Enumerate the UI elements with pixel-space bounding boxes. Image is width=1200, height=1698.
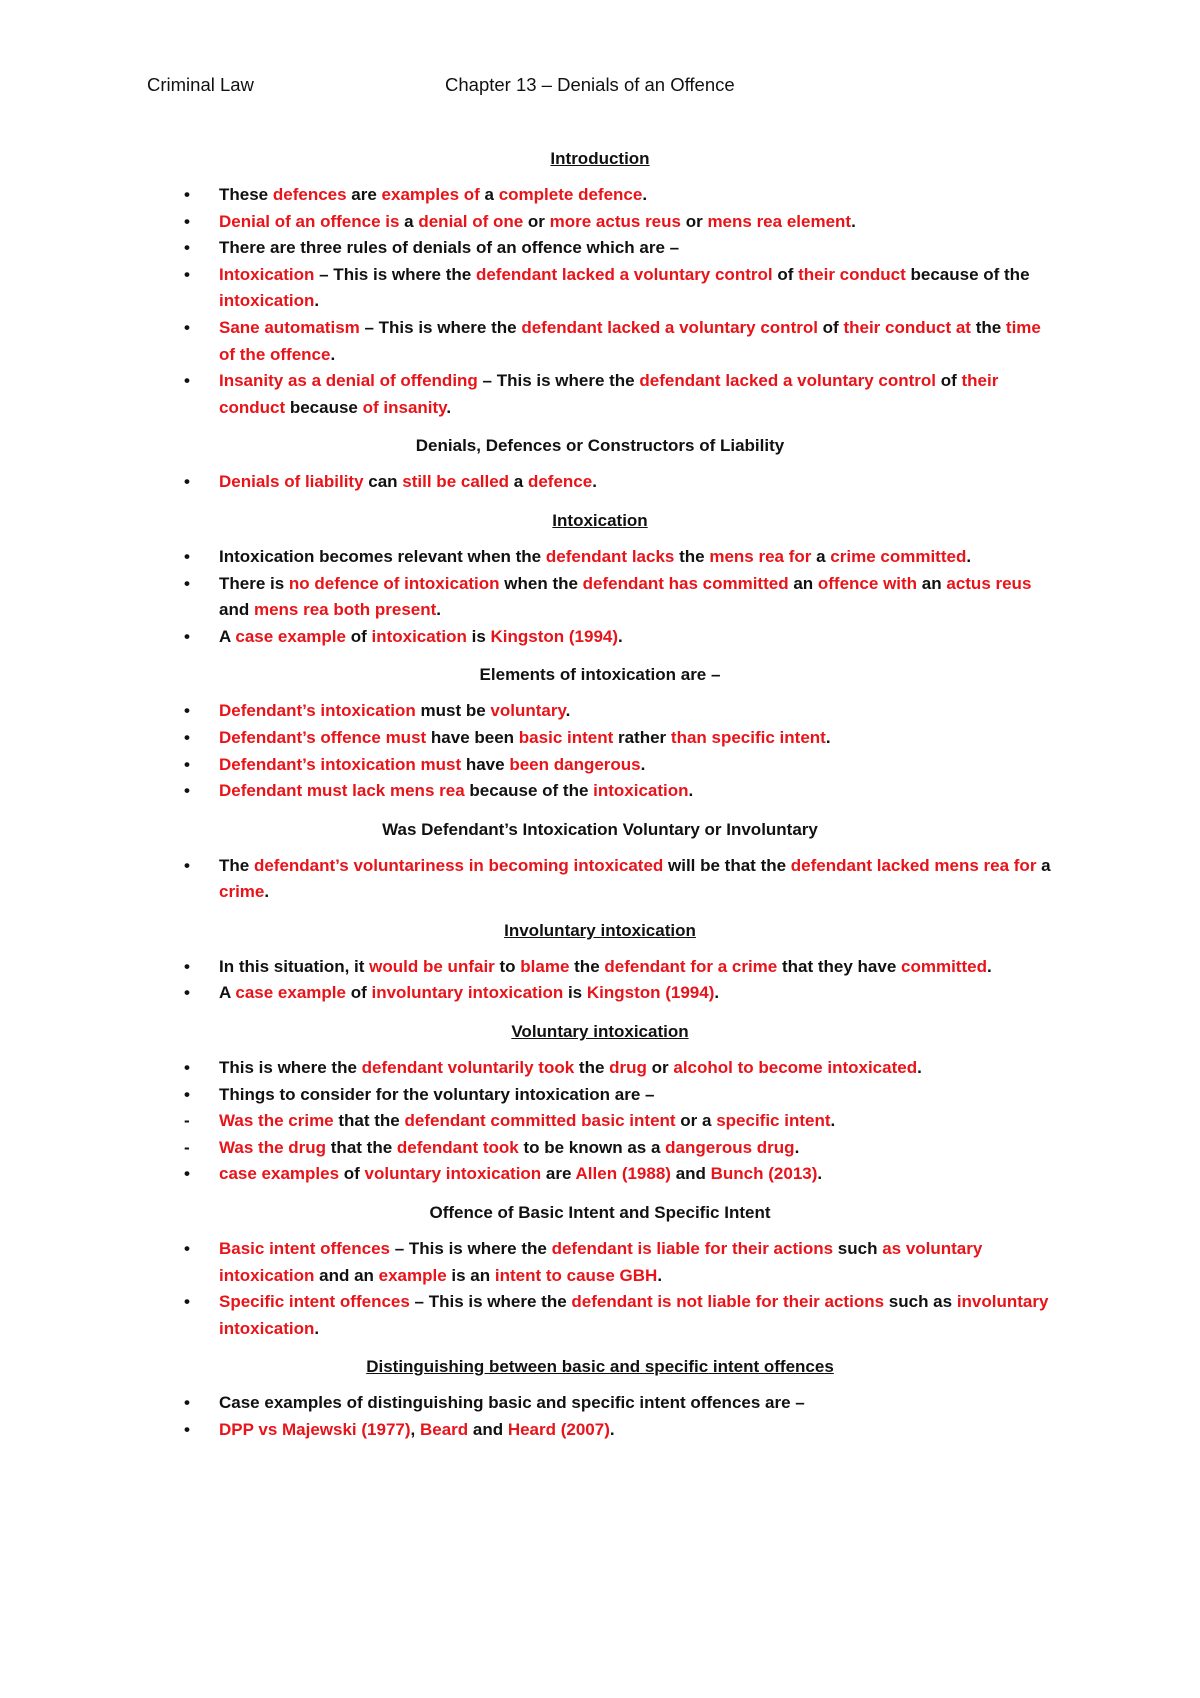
text-run: . — [640, 754, 646, 774]
list-item — [0, 1161, 1200, 1188]
highlighted-text: Defendant’s intoxication — [219, 701, 416, 721]
text-run: because of the — [905, 264, 1030, 284]
text-run: A — [219, 626, 236, 646]
text-run: of — [345, 626, 372, 646]
text-run: or — [523, 211, 550, 231]
highlighted-text: defendant voluntarily took — [361, 1058, 575, 1078]
text-run: because — [285, 397, 363, 417]
highlighted-text: defendant lacked a voluntary control — [521, 317, 818, 337]
highlighted-text: intoxication — [219, 291, 315, 311]
list-item — [0, 1417, 1200, 1444]
text-run: . — [264, 882, 270, 902]
bullet-list — [0, 954, 1200, 1007]
highlighted-text: defendant lacked mens rea for — [790, 855, 1037, 875]
text-run: a — [509, 472, 528, 492]
text-run: a — [811, 546, 831, 566]
bullet-list — [0, 1055, 1200, 1188]
highlighted-text: of insanity — [362, 397, 447, 417]
text-run: the — [569, 956, 605, 976]
text-run: or — [646, 1058, 674, 1078]
text-run: such as — [884, 1292, 957, 1312]
text-run: when the — [499, 573, 583, 593]
dash-marker: - — [184, 1111, 190, 1131]
text-run: to be known as a — [518, 1137, 666, 1157]
bullet-marker: • — [184, 701, 190, 721]
text-run: . — [688, 781, 694, 801]
bullet-list — [0, 1390, 1200, 1443]
text-run: . — [436, 600, 442, 620]
highlighted-text: their conduct at — [843, 317, 971, 337]
highlighted-text: involuntary intoxication — [371, 983, 564, 1003]
highlighted-text: Sane automatism — [219, 317, 360, 337]
highlighted-text: case example — [235, 626, 346, 646]
bullet-marker: • — [184, 1164, 190, 1184]
bullet-marker: • — [184, 1239, 190, 1259]
list-item — [0, 368, 1200, 421]
text-run: have been — [426, 727, 519, 747]
bullet-marker: • — [184, 1420, 190, 1439]
highlighted-text: defendant lacked a voluntary control — [639, 371, 936, 391]
highlighted-text: Defendant must lack mens rea — [219, 781, 465, 801]
text-run: – This is where the — [359, 317, 522, 337]
highlighted-text: Heard (2007) — [507, 1420, 610, 1439]
text-run: and an — [314, 1265, 379, 1285]
text-run: , — [410, 1420, 420, 1439]
highlighted-text: defendant lacked a voluntary control — [475, 264, 773, 284]
bullet-marker: • — [184, 727, 190, 747]
highlighted-text: their conduct — [798, 264, 906, 284]
text-run: of — [339, 1164, 365, 1184]
dash-marker: - — [184, 1137, 190, 1157]
highlighted-text: Insanity as a denial of offending — [219, 371, 478, 391]
header-chapter-title: Chapter 13 – Denials of an Offence — [445, 74, 735, 95]
highlighted-text: committed — [901, 956, 987, 976]
text-run: . — [609, 1420, 615, 1439]
highlighted-text: Was the drug — [219, 1137, 327, 1157]
section-heading: Introduction — [550, 149, 650, 168]
text-run: because of the — [464, 781, 594, 801]
bullet-marker: • — [184, 1058, 190, 1078]
section-heading: Distinguishing between basic and specific intent offences — [366, 1357, 834, 1377]
highlighted-text: offence with — [817, 573, 918, 593]
highlighted-text: voluntary intoxication — [364, 1164, 542, 1184]
list-item — [0, 315, 1200, 368]
highlighted-text: Basic intent offences — [219, 1239, 390, 1259]
text-run: are — [541, 1164, 576, 1184]
highlighted-text: crime — [219, 882, 265, 902]
text-run: The — [219, 855, 254, 875]
text-run: Things to consider for the voluntary intoxication are – — [219, 1084, 655, 1104]
list-item — [0, 954, 1200, 981]
list-item — [0, 1236, 1200, 1289]
list-item — [0, 571, 1200, 624]
text-run: a — [479, 185, 499, 204]
highlighted-text: actus reus — [946, 573, 1032, 593]
text-run: . — [642, 185, 648, 204]
bullet-list — [0, 544, 1200, 650]
section-heading: Denials, Defences or Constructors of Liability — [415, 436, 785, 456]
text-run: such — [833, 1239, 883, 1259]
highlighted-text: blame — [520, 956, 570, 976]
text-run: the — [674, 546, 710, 566]
highlighted-text: Defendant’s intoxication must — [219, 754, 462, 774]
text-run: the — [970, 317, 1006, 337]
text-run: . — [657, 1265, 663, 1285]
text-run: A — [219, 983, 236, 1003]
highlighted-text: alcohol to become intoxicated — [673, 1058, 918, 1078]
list-item — [0, 469, 1200, 496]
text-run: Intoxication becomes relevant when the — [219, 546, 546, 566]
highlighted-text: mens rea for — [709, 546, 812, 566]
highlighted-text: Defendant’s offence must — [219, 727, 427, 747]
text-run: . — [592, 472, 597, 492]
bullet-marker: • — [184, 1084, 190, 1104]
bullet-marker: • — [184, 754, 190, 774]
list-item — [0, 1390, 1200, 1417]
section-heading: Elements of intoxication are – — [479, 665, 721, 685]
bullet-marker: • — [184, 573, 190, 593]
highlighted-text: defendant for a crime — [604, 956, 778, 976]
text-run: that the — [333, 1111, 405, 1131]
text-run: . — [714, 983, 720, 1003]
list-item — [0, 262, 1200, 315]
list-item — [0, 980, 1200, 1007]
highlighted-text: defendant lacks — [545, 546, 675, 566]
highlighted-text: crime committed — [830, 546, 967, 566]
highlighted-text: case example — [235, 983, 346, 1003]
bullet-marker: • — [184, 371, 190, 391]
list-item — [0, 209, 1200, 236]
text-run: . — [917, 1058, 922, 1078]
highlighted-text: dangerous drug — [665, 1137, 795, 1157]
highlighted-text: intoxication — [593, 781, 689, 801]
text-run: of — [772, 264, 799, 284]
section-heading: Offence of Basic Intent and Specific Intent — [429, 1203, 771, 1223]
highlighted-text: example — [378, 1265, 447, 1285]
list-item — [0, 778, 1200, 805]
highlighted-text: defendant is liable for their actions — [551, 1239, 834, 1259]
text-run: rather — [613, 727, 671, 747]
highlighted-text: no defence of intoxication — [288, 573, 500, 593]
text-run: and — [670, 1164, 711, 1184]
highlighted-text: time of the offence — [219, 317, 1041, 364]
bullet-list — [0, 1236, 1200, 1342]
highlighted-text: defendant’s voluntariness in becoming intoxicated — [253, 855, 664, 875]
bullet-list — [0, 469, 1200, 496]
highlighted-text: defendant is not liable for their actions — [571, 1292, 885, 1312]
highlighted-text: examples of — [381, 185, 480, 204]
highlighted-text: Kingston (1994) — [586, 983, 715, 1003]
section-heading: Intoxication — [552, 510, 648, 530]
text-run: to — [494, 956, 521, 976]
text-run: . — [830, 1111, 836, 1131]
highlighted-text: drug — [609, 1058, 647, 1078]
text-run: are — [346, 185, 382, 204]
document-body — [0, 146, 1200, 1456]
header-subject: Criminal Law — [147, 74, 254, 95]
text-run: In this situation, it — [219, 956, 370, 976]
list-item — [0, 1082, 1200, 1109]
list-item — [0, 1289, 1200, 1342]
bullet-marker: • — [184, 317, 190, 337]
text-run: – This is where the — [314, 264, 476, 284]
text-run: . — [314, 1318, 320, 1338]
highlighted-text: complete defence — [498, 185, 643, 204]
section-heading: Voluntary intoxication — [511, 1022, 689, 1042]
list-item — [0, 698, 1200, 725]
highlighted-text: mens rea element — [707, 211, 852, 231]
text-run: This is where the — [219, 1058, 362, 1078]
list-item — [0, 182, 1200, 209]
text-run: Case examples of distinguishing basic and specific intent offences are – — [219, 1393, 805, 1413]
highlighted-text: voluntary — [490, 701, 566, 721]
highlighted-text: DPP vs Majewski (1977) — [219, 1420, 411, 1439]
list-item — [0, 752, 1200, 779]
section-heading: Was Defendant’s Intoxication Voluntary or Involuntary — [382, 819, 818, 839]
bullet-marker: • — [184, 211, 190, 231]
text-run: of — [817, 317, 844, 337]
text-run: that they have — [777, 956, 902, 976]
bullet-marker: • — [184, 855, 190, 875]
highlighted-text: Beard — [419, 1420, 469, 1439]
list-item — [0, 853, 1200, 906]
text-run: the — [574, 1058, 610, 1078]
highlighted-text: defendant committed basic intent — [404, 1111, 676, 1131]
highlighted-text: Specific intent offences — [219, 1292, 410, 1312]
bullet-marker: • — [184, 238, 190, 258]
bullet-marker: • — [184, 956, 190, 976]
highlighted-text: Denial of an offence is — [219, 211, 400, 231]
highlighted-text: Bunch (2013) — [710, 1164, 818, 1184]
bullet-marker: • — [184, 626, 190, 646]
text-run: have — [461, 754, 510, 774]
highlighted-text: defendant has committed — [582, 573, 789, 593]
bullet-marker: • — [184, 1292, 190, 1312]
highlighted-text: their conduct — [219, 371, 999, 417]
bullet-marker: • — [184, 185, 190, 204]
highlighted-text: Allen (1988) — [575, 1164, 671, 1184]
text-run: must be — [415, 701, 491, 721]
highlighted-text: defendant took — [396, 1137, 519, 1157]
highlighted-text: involuntary intoxication — [219, 1292, 1049, 1338]
bullet-marker: • — [184, 781, 190, 801]
text-run: . — [825, 727, 831, 747]
highlighted-text: defence — [527, 472, 593, 492]
text-run: can — [363, 472, 403, 492]
text-run: that the — [326, 1137, 397, 1157]
text-run: . — [618, 626, 623, 646]
highlighted-text: as voluntary intoxication — [219, 1239, 983, 1285]
text-run: . — [330, 344, 336, 364]
text-run: is — [563, 983, 587, 1003]
text-run: There is — [219, 573, 289, 593]
text-run: . — [446, 397, 452, 417]
bullet-marker: • — [184, 983, 190, 1003]
text-run: . — [851, 211, 856, 231]
highlighted-text: denial of one — [418, 211, 524, 231]
highlighted-text: specific intent — [716, 1111, 831, 1131]
highlighted-text: intent to cause GBH — [494, 1265, 658, 1285]
bullet-list — [0, 698, 1200, 804]
highlighted-text: mens rea both present — [253, 600, 437, 620]
highlighted-text: been dangerous — [509, 754, 641, 774]
text-run: . — [314, 291, 320, 311]
text-run: . — [565, 701, 571, 721]
text-run: – This is where the — [390, 1239, 552, 1259]
highlighted-text: Intoxication — [219, 264, 315, 284]
list-item — [0, 544, 1200, 571]
bullet-list — [0, 853, 1200, 906]
highlighted-text: case examples — [219, 1164, 340, 1184]
text-run: an — [917, 573, 947, 593]
bullet-marker: • — [184, 264, 190, 284]
text-run: There are three rules of denials of an offence which are – — [219, 238, 680, 258]
text-run: a — [399, 211, 419, 231]
text-run: of — [936, 371, 962, 391]
highlighted-text: defences — [272, 185, 347, 204]
bullet-marker: • — [184, 1393, 190, 1413]
text-run: or — [680, 211, 708, 231]
highlighted-text: basic intent — [518, 727, 614, 747]
text-run: These — [219, 185, 273, 204]
text-run: is — [466, 626, 491, 646]
highlighted-text: Kingston (1994) — [490, 626, 619, 646]
text-run: and — [219, 600, 254, 620]
list-item — [0, 1108, 1200, 1135]
text-run: – This is where the — [409, 1292, 572, 1312]
text-run: – This is where the — [477, 371, 640, 391]
highlighted-text: more actus reus — [549, 211, 681, 231]
highlighted-text: would be unfair — [369, 956, 495, 976]
text-run: will be that the — [663, 855, 791, 875]
bullet-marker: • — [184, 472, 190, 492]
text-run: an — [788, 573, 818, 593]
text-run: or a — [675, 1111, 717, 1131]
text-run: is an — [446, 1265, 495, 1285]
text-run: . — [966, 546, 972, 566]
list-item — [0, 1135, 1200, 1162]
highlighted-text: intoxication — [371, 626, 467, 646]
list-item — [0, 235, 1200, 262]
text-run: and — [468, 1420, 508, 1439]
section-heading: Involuntary intoxication — [504, 920, 696, 940]
bullet-marker: • — [184, 546, 190, 566]
list-item — [0, 725, 1200, 752]
text-run: . — [794, 1137, 800, 1157]
bullet-list — [0, 182, 1200, 421]
list-item — [0, 624, 1200, 651]
highlighted-text: than specific intent — [670, 727, 826, 747]
highlighted-text: Was the crime — [219, 1111, 334, 1131]
highlighted-text: still be called — [402, 472, 510, 492]
highlighted-text: Denials of liability — [219, 472, 364, 492]
text-run: a — [1036, 855, 1051, 875]
text-run: . — [817, 1164, 823, 1184]
text-run: . — [986, 956, 992, 976]
text-run: of — [345, 983, 372, 1003]
list-item — [0, 1055, 1200, 1082]
